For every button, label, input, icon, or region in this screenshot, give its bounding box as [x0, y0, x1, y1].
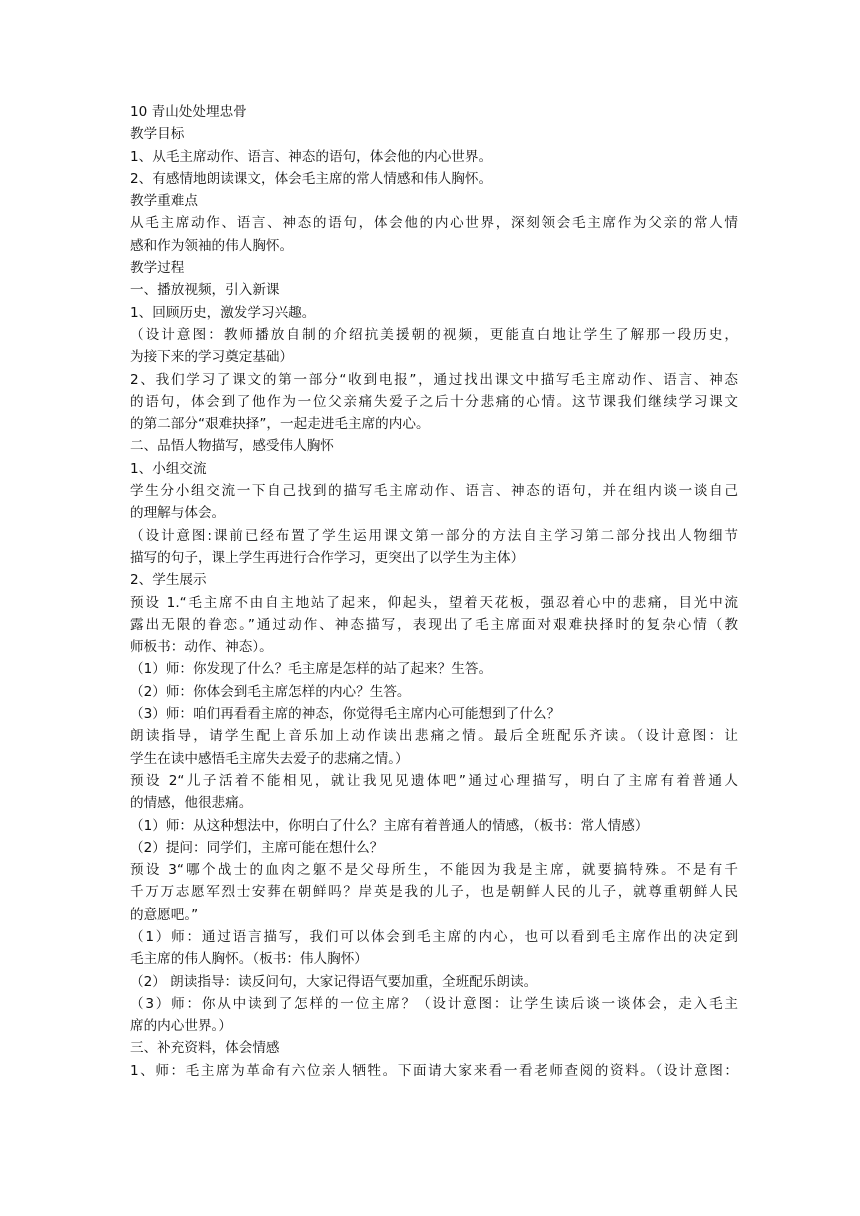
text-line: 学生在读中感悟毛主席失去爱子的悲痛之情。）	[130, 750, 409, 767]
text-line: 师板书：动作、神态）。	[130, 639, 273, 656]
text-line: （2） 朗读指导：读反问句，大家记得语气要加重，全班配乐朗读。	[130, 973, 538, 990]
text-line: 露出无限的眷恋。”通过动作、神态描写，表现出了毛主席面对艰难抉择时的复杂心情（教	[130, 616, 738, 633]
text-line: 1、小组交流	[130, 460, 207, 477]
text-line: 千万万志愿军烈士安葬在朝鲜吗？岸英是我的儿子，也是朝鲜人民的儿子，就尊重朝鲜人民	[130, 884, 738, 901]
text-line: （3）师：咱们再看看主席的神态，你觉得毛主席内心可能想到了什么？	[130, 706, 561, 723]
text-line: 二、品悟人物描写，感受伟人胸怀	[130, 438, 334, 455]
text-line: 1、从毛主席动作、语言、神态的语句，体会他的内心世界。	[130, 148, 493, 165]
text-line: （3）师：你从中读到了怎样的一位主席？（设计意图：让学生读后谈一谈体会，走入毛主	[130, 995, 738, 1012]
text-line: （设计意图:课前已经布置了学生运用课文第一部分的方法自主学习第二部分找出人物细节	[130, 527, 738, 544]
text-line: 预设 1.“毛主席不由自主地站了起来，仰起头，望着天花板，强忍着心中的悲痛，目光中流	[130, 594, 738, 611]
text-line: 描写的句子，课上学生再进行合作学习，更突出了以学生为主体）	[130, 549, 525, 566]
text-line: 预设 3“哪个战士的血肉之躯不是父母所生，不能因为我是主席，就要搞特殊。不是有千	[130, 862, 738, 879]
text-line: 2、我们学习了课文的第一部分“收到电报”，通过找出课文中描写毛主席动作、语言、神态	[130, 371, 738, 388]
text-line: 教学过程	[130, 260, 185, 277]
text-line: 2、学生展示	[130, 572, 207, 589]
document-body	[130, 101, 738, 1082]
text-line: 从毛主席动作、语言、神态的语句，体会他的内心世界，深刻领会毛主席作为父亲的常人情	[130, 215, 738, 232]
text-line: （2）提问：同学们，主席可能在想什么？	[130, 839, 384, 856]
text-line: 教学重难点	[130, 193, 198, 210]
text-line: 学生分小组交流一下自己找到的描写毛主席动作、语言、神态的语句，并在组内谈一谈自己	[130, 483, 738, 500]
text-line: 席的内心世界。）	[130, 1018, 232, 1035]
text-line: （1）师：从这种想法中，你明白了什么？主席有着普通人的情感，（板书：常人情感）	[130, 817, 649, 834]
text-line: 预设 2“儿子活着不能相见，就让我见见遗体吧”通过心理描写，明白了主席有着普通人	[130, 772, 738, 789]
text-line: 的第二部分“艰难抉择”，一起走进毛主席的内心。	[130, 416, 430, 433]
text-line: 的意愿吧。”	[130, 906, 199, 923]
text-line: 2、有感情地朗读课文，体会毛主席的常人情感和伟人胸怀。	[130, 170, 493, 187]
text-line: 为接下来的学习奠定基础）	[130, 349, 294, 366]
text-line: 的情感，他很悲痛。	[130, 795, 253, 812]
text-line: 毛主席的伟人胸怀。（板书：伟人胸怀）	[130, 951, 368, 968]
text-line: 1、师：毛主席为革命有六位亲人牺牲。下面请大家来看一看老师查阅的资料。（设计意图：	[130, 1062, 738, 1079]
text-line: 感和作为领袖的伟人胸怀。	[130, 237, 294, 254]
text-line: （1）师：通过语言描写，我们可以体会到毛主席的内心，也可以看到毛主席作出的决定到	[130, 928, 738, 945]
text-line: 朗读指导，请学生配上音乐加上动作读出悲痛之情。最后全班配乐齐读。（设计意图：让	[130, 728, 738, 745]
text-line: （1）师：你发现了什么？毛主席是怎样的站了起来？生答。	[130, 661, 493, 678]
text-line: （设计意图：教师播放自制的介绍抗美援朝的视频，更能直白地让学生了解那一段历史，	[130, 326, 738, 343]
text-line: 1、回顾历史，激发学习兴趣。	[130, 304, 316, 321]
text-line: 一、播放视频，引入新课	[130, 282, 280, 299]
text-line: 三、补充资料，体会情感	[130, 1040, 280, 1057]
text-line: 的语句，体会到了他作为一位父亲痛失爱子之后十分悲痛的心情。这节课我们继续学习课文	[130, 393, 738, 410]
text-line: 10 青山处处埋忠骨	[130, 104, 247, 120]
text-line: （2）师：你体会到毛主席怎样的内心？生答。	[130, 683, 411, 700]
text-line: 的理解与体会。	[130, 505, 226, 522]
text-line: 教学目标	[130, 126, 185, 143]
